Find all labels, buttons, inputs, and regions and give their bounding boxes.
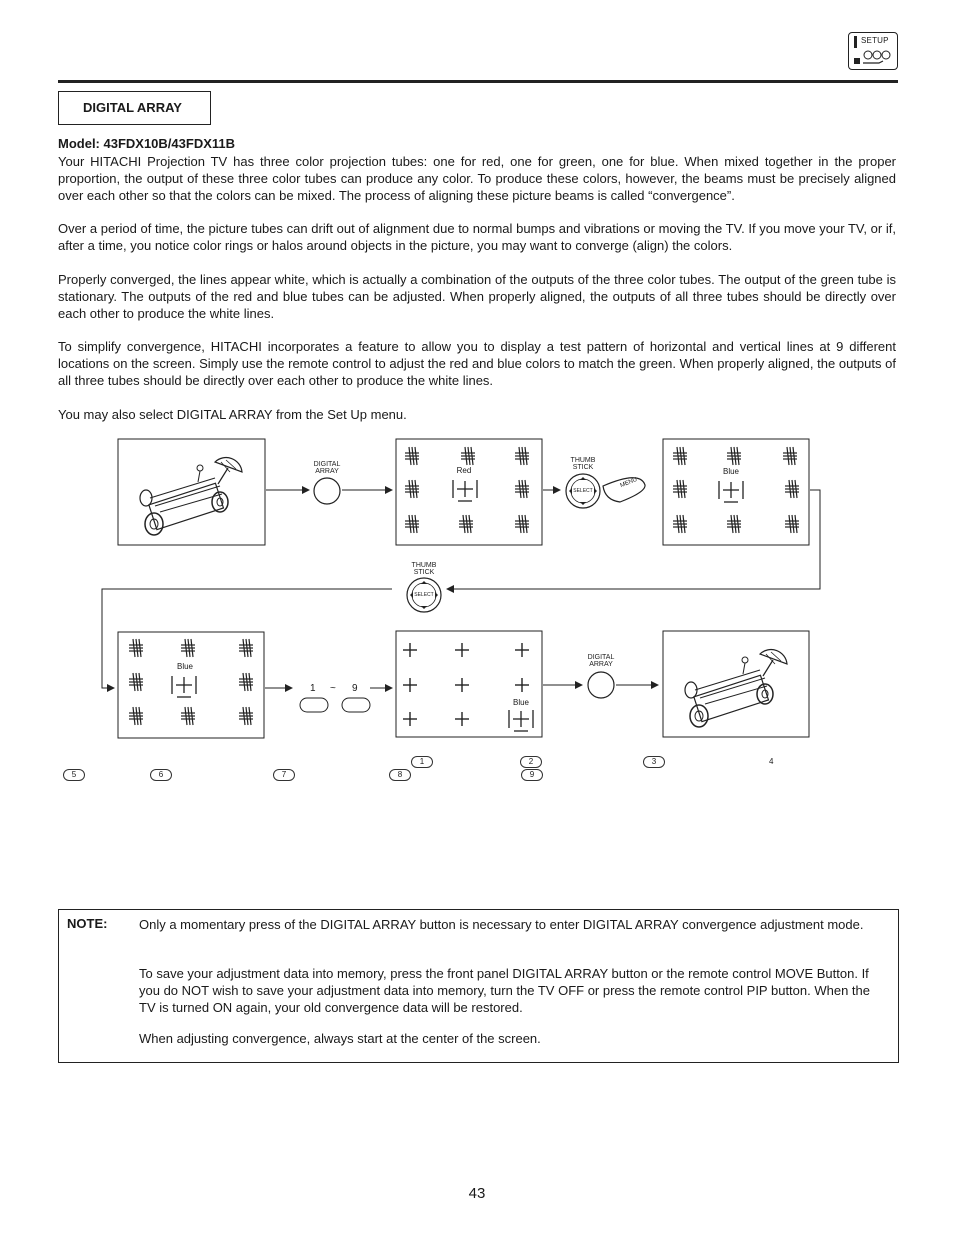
step-number-3: 3 [643, 756, 665, 768]
tv-screen-car-2 [663, 631, 809, 737]
blue-label-1: Blue [722, 467, 739, 476]
digital-array-button-1 [314, 478, 340, 504]
header-rule [58, 80, 898, 83]
number-button-1 [300, 698, 328, 712]
thumb-stick-label-1: THUMB STICK [570, 457, 596, 471]
digital-array-label-2: DIGITAL ARRAY [587, 654, 615, 668]
select-label-2: SELECT [414, 592, 434, 598]
note-label: NOTE: [67, 916, 108, 931]
blue-label-2: Blue [176, 662, 193, 671]
step-number-6: 6 [150, 769, 172, 781]
car-illustration-2 [685, 650, 787, 727]
convergence-diagram [0, 430, 954, 790]
step-number-2: 2 [520, 756, 542, 768]
digital-array-button-2 [588, 672, 614, 698]
model-heading: Model: 43FDX10B/43FDX11B [58, 136, 236, 151]
note-line-1: Only a momentary press of the DIGITAL ARRAY button is necessary to enter DIGITAL ARRAY convergence adjustment mode. [139, 917, 864, 932]
note-line-3: When adjusting convergence, always start at the center of the screen. [139, 1031, 541, 1046]
menu-label: MENU [619, 476, 639, 490]
step-number-7: 7 [273, 769, 295, 781]
setup-icon [848, 32, 898, 70]
range-from: 1 [310, 683, 316, 694]
digital-array-label-1: DIGITAL ARRAY [313, 461, 341, 475]
blue-label-3: Blue [512, 698, 529, 707]
step-number-5: 5 [63, 769, 85, 781]
range-to: 9 [352, 683, 358, 694]
number-button-9 [342, 698, 370, 712]
section-title: DIGITAL ARRAY [58, 91, 211, 125]
tv-screen-car-1 [118, 439, 265, 545]
paragraph-2: Over a period of time, the picture tubes can drift out of alignment due to normal bumps and vibrations or moving the TV. If you move your TV, or if, after a time, you notice color rings or halos around objects in the picture, you may want to converge (align) the colors. [58, 221, 896, 253]
note-line-2: To save your adjustment data into memory, press the front panel DIGITAL ARRAY button or the remote control MOVE Button. If you do NOT wish to save your adjustment data into memory, turn the TV OFF or press the remote control PIP button. When the TV is turned ON again, your old convergence data will be restored. [139, 966, 870, 1015]
step-number-4: 4 [769, 757, 774, 766]
step-number-1: 1 [411, 756, 433, 768]
page-number: 43 [468, 1185, 486, 1202]
car-illustration-1 [140, 458, 242, 535]
select-label-1: SELECT [573, 488, 593, 494]
red-label: Red [456, 466, 472, 475]
paragraph-5: You may also select DIGITAL ARRAY from the Set Up menu. [58, 407, 407, 422]
step-number-8: 8 [389, 769, 411, 781]
paragraph-1: Your HITACHI Projection TV has three color projection tubes: one for red, one for green, one for blue. When mixed together in the proper proportion, the output of these three color tubes can produce any color. To produce these colors, however, the beams must be precisely aligned over each other so that the colors can be mixed. The process of aligning these picture beams is called “convergence”. [58, 154, 896, 203]
paragraph-3: Properly converged, the lines appear white, which is actually a combination of the outputs of the three color tubes. The output of the green tube is stationary. The outputs of the red and blue tubes can be adjusted. When properly aligned, the outputs of all three tubes should be directly over each other to produce the white lines. [58, 272, 896, 321]
thumb-stick-label-2: THUMB STICK [411, 562, 437, 576]
paragraph-4: To simplify convergence, HITACHI incorporates a feature to allow you to display a test pattern of horizontal and vertical lines at 9 different locations on the screen. Simply use the remote control to adjust the red and blue colors to match the green. When properly aligned, the outputs of all three tubes should be directly over each other to produce the white lines. [58, 339, 896, 388]
setup-icon-label: SETUP [861, 36, 889, 45]
step-number-9: 9 [521, 769, 543, 781]
range-tilde: ~ [330, 683, 336, 694]
test-pattern-aligned [396, 631, 542, 737]
